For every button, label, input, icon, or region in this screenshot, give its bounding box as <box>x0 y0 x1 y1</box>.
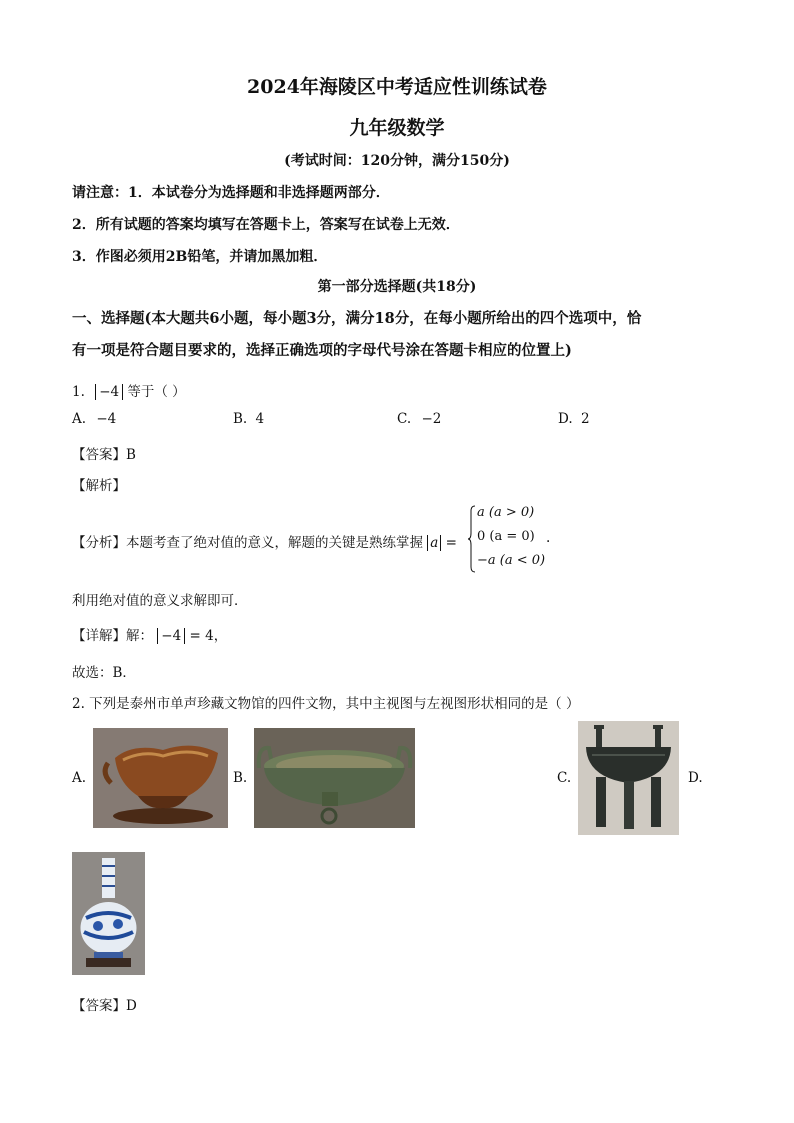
q2-option-b-label: B. <box>233 770 248 786</box>
q1-stem <box>72 380 186 400</box>
q1-detail-result: = 4， <box>189 628 228 644</box>
q1-detail-abs: −4 <box>157 628 185 644</box>
piecewise-case-2: 0 (a = 0) <box>477 529 535 544</box>
piecewise-case-3: −a (a < 0) <box>477 553 546 568</box>
q1-option-d <box>558 411 590 427</box>
q2-option-a-label: A. <box>72 770 87 786</box>
q2-answer <box>72 994 137 1014</box>
exam-info: (考试时间：120分钟，满分150分) <box>284 153 510 169</box>
note-3: 3．作图必须用2B铅笔，并请加黑加粗． <box>72 249 328 265</box>
q1-answer <box>72 443 136 463</box>
note-1: 请注意：1．本试卷分为选择题和非选择题两部分． <box>72 185 390 201</box>
q1-option-c <box>397 411 441 427</box>
q1-abs-expression: −4 <box>95 384 123 400</box>
exam-subtitle: 九年级数学 <box>349 117 445 139</box>
section1-line1: 一、选择题(本大题共6小题，每小题3分，满分18分，在每小题所给出的四个选项中，恰 <box>72 310 642 327</box>
blue-white-vase-image <box>72 852 145 975</box>
q1-option-c-label: C. <box>397 411 412 427</box>
q1-option-d-label: D. <box>558 411 573 427</box>
q1-detail-tag: 【详解】 <box>72 628 126 644</box>
bronze-ding-image <box>578 721 679 835</box>
q1-option-b <box>233 411 264 427</box>
q1-fenxi-text: 本题考查了绝对值的意义，解题的关键是熟练掌握 <box>126 535 423 551</box>
q1-fenxi-tag: 【分析】 <box>72 535 126 551</box>
q1-number: 1. <box>72 384 85 400</box>
q1-option-a-value: −4 <box>96 411 117 427</box>
part1-title: 第一部分选择题(共18分) <box>317 279 477 295</box>
q1-answer-tag: 【答案】 <box>72 447 126 463</box>
q2-stem: 2. 下列是泰州市单声珍藏文物馆的四件文物，其中主视图与左视图形状相同的是（ ） <box>72 696 580 712</box>
q1-option-c-value: −2 <box>421 411 442 427</box>
q2-option-d-label: D. <box>688 770 703 786</box>
q1-option-b-value: 4 <box>255 411 265 427</box>
q1-stem-suffix: 等于（ ） <box>127 384 186 400</box>
piecewise-brace <box>468 505 476 573</box>
q1-detail-text: 解： <box>126 628 153 644</box>
q1-answer-value: B <box>126 447 136 463</box>
piecewise-case-1: a (a > 0) <box>477 505 535 520</box>
jade-cup-image <box>93 728 228 828</box>
q1-option-a-label: A. <box>72 411 87 427</box>
q1-option-b-label: B. <box>233 411 248 427</box>
q1-option-d-value: 2 <box>580 411 590 427</box>
q1-fenxi-abs-a: a <box>427 535 441 551</box>
q1-option-a <box>72 411 116 427</box>
bronze-basin-image <box>254 728 415 828</box>
q2-option-c-label: C. <box>557 770 572 786</box>
q1-analysis-tag: 【解析】 <box>72 478 126 494</box>
q1-fenxi-end: . <box>546 530 551 546</box>
note-2: 2．所有试题的答案均填写在答题卡上，答案写在试卷上无效． <box>72 217 460 233</box>
q1-method: 利用绝对值的意义求解即可． <box>72 593 248 609</box>
section1-line2: 有一项是符合题目要求的，选择正确选项的字母代号涂在答题卡相应的位置上) <box>72 342 572 359</box>
q1-choose: 故选：B． <box>72 665 136 681</box>
q2-answer-tag: 【答案】 <box>72 998 126 1014</box>
q1-fenxi: 【分析】本题考查了绝对值的意义，解题的关键是熟练掌握 a = <box>72 535 457 551</box>
q2-answer-value: D <box>126 998 137 1014</box>
exam-title: 2024年海陵区中考适应性训练试卷 <box>247 76 547 98</box>
q1-detail <box>72 624 227 644</box>
